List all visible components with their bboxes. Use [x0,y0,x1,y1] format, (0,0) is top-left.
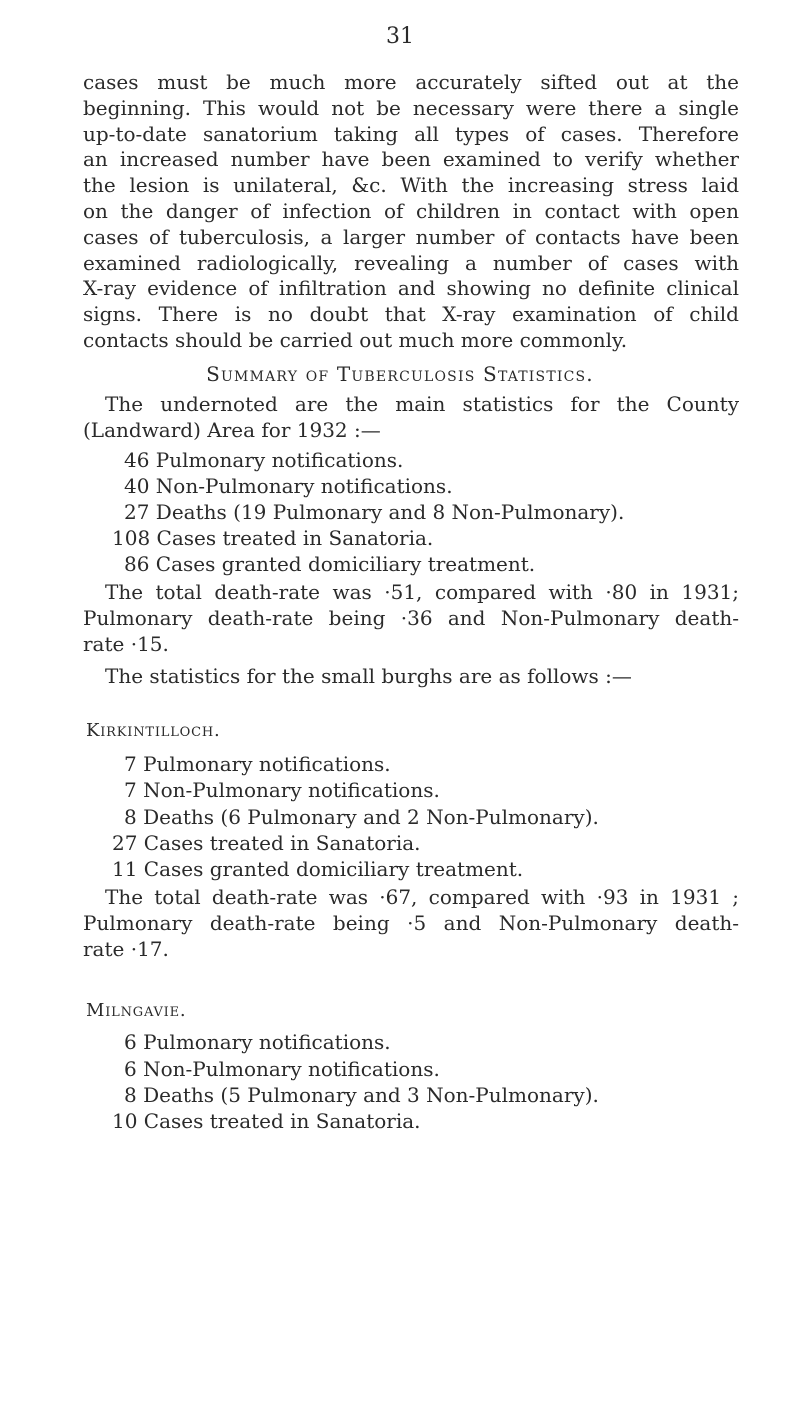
death-rate-line: Pulmonary death-rate being ·36 and Non-Pulmonary death- [83,605,739,630]
death-rate-line: rate ·17. [83,936,169,961]
list-item: 7 Non-Pulmonary notifications. [124,778,440,802]
intro-line: signs. There is no doubt that X-ray examination of child [83,302,739,327]
list-item: 8 Deaths (5 Pulmonary and 3 Non-Pulmonary). [124,1083,599,1107]
kirkintilloch-heading: Kirkintilloch. [86,720,221,741]
list-item: 8 Deaths (6 Pulmonary and 2 Non-Pulmonary). [124,805,599,829]
death-rate-line: rate ·15. [83,631,169,656]
death-rate-line: The total death-rate was ·51, compared with ·80 in 1931; [105,580,739,604]
burghs-intro: The statistics for the small burghs are as follows :— [105,664,632,688]
list-item: 27 Deaths (19 Pulmonary and 8 Non-Pulmonary). [124,500,625,524]
kirkintilloch-death-rate [83,885,739,962]
list-item: 27 Cases treated in Sanatoria. [112,831,421,855]
list-item: 40 Non-Pulmonary notifications. [124,474,453,498]
death-rate-line: The total death-rate was ·67, compared with ·93 in 1931 ; [105,885,739,909]
list-item: 6 Pulmonary notifications. [124,1030,391,1054]
intro-line: the lesion is unilateral, &c. With the increasing stress laid [83,173,739,198]
intro-line: an increased number have been examined to verify whether [83,147,739,172]
list-item: 46 Pulmonary notifications. [124,448,404,472]
intro-paragraph [83,70,739,354]
county-intro-line: (Landward) Area for 1932 :— [83,417,381,442]
intro-line: examined radiologically, revealing a number of cases with [83,250,739,275]
county-intro-line: The undernoted are the main statistics for the County [105,392,739,416]
list-item: 11 Cases granted domiciliary treatment. [112,857,524,881]
page-number: 31 [386,24,414,49]
list-item: 7 Pulmonary notifications. [124,752,391,776]
county-death-rate [83,580,739,657]
intro-line: X-ray evidence of infiltration and showing no definite clinical [83,276,739,301]
list-item: 108 Cases treated in Sanatoria. [112,526,434,550]
death-rate-line: Pulmonary death-rate being ·5 and Non-Pulmonary death- [83,910,739,935]
intro-line: up-to-date sanatorium taking all types of cases. Therefore [83,121,739,146]
list-item: 86 Cases granted domiciliary treatment. [124,552,536,576]
list-item: 6 Non-Pulmonary notifications. [124,1057,440,1081]
intro-line: on the danger of infection of children in contact with open [83,198,739,223]
intro-line: beginning. This would not be necessary were there a single [83,95,739,120]
milngavie-heading: Milngavie. [86,1000,187,1021]
intro-line: cases of tuberculosis, a larger number of contacts have been [83,224,739,249]
summary-heading: Summary of Tuberculosis Statistics. [206,362,594,386]
intro-line: cases must be much more accurately sifted out at the [83,70,739,94]
list-item: 10 Cases treated in Sanatoria. [112,1109,421,1133]
county-intro [83,392,739,444]
intro-line: contacts should be carried out much more commonly. [83,327,628,352]
